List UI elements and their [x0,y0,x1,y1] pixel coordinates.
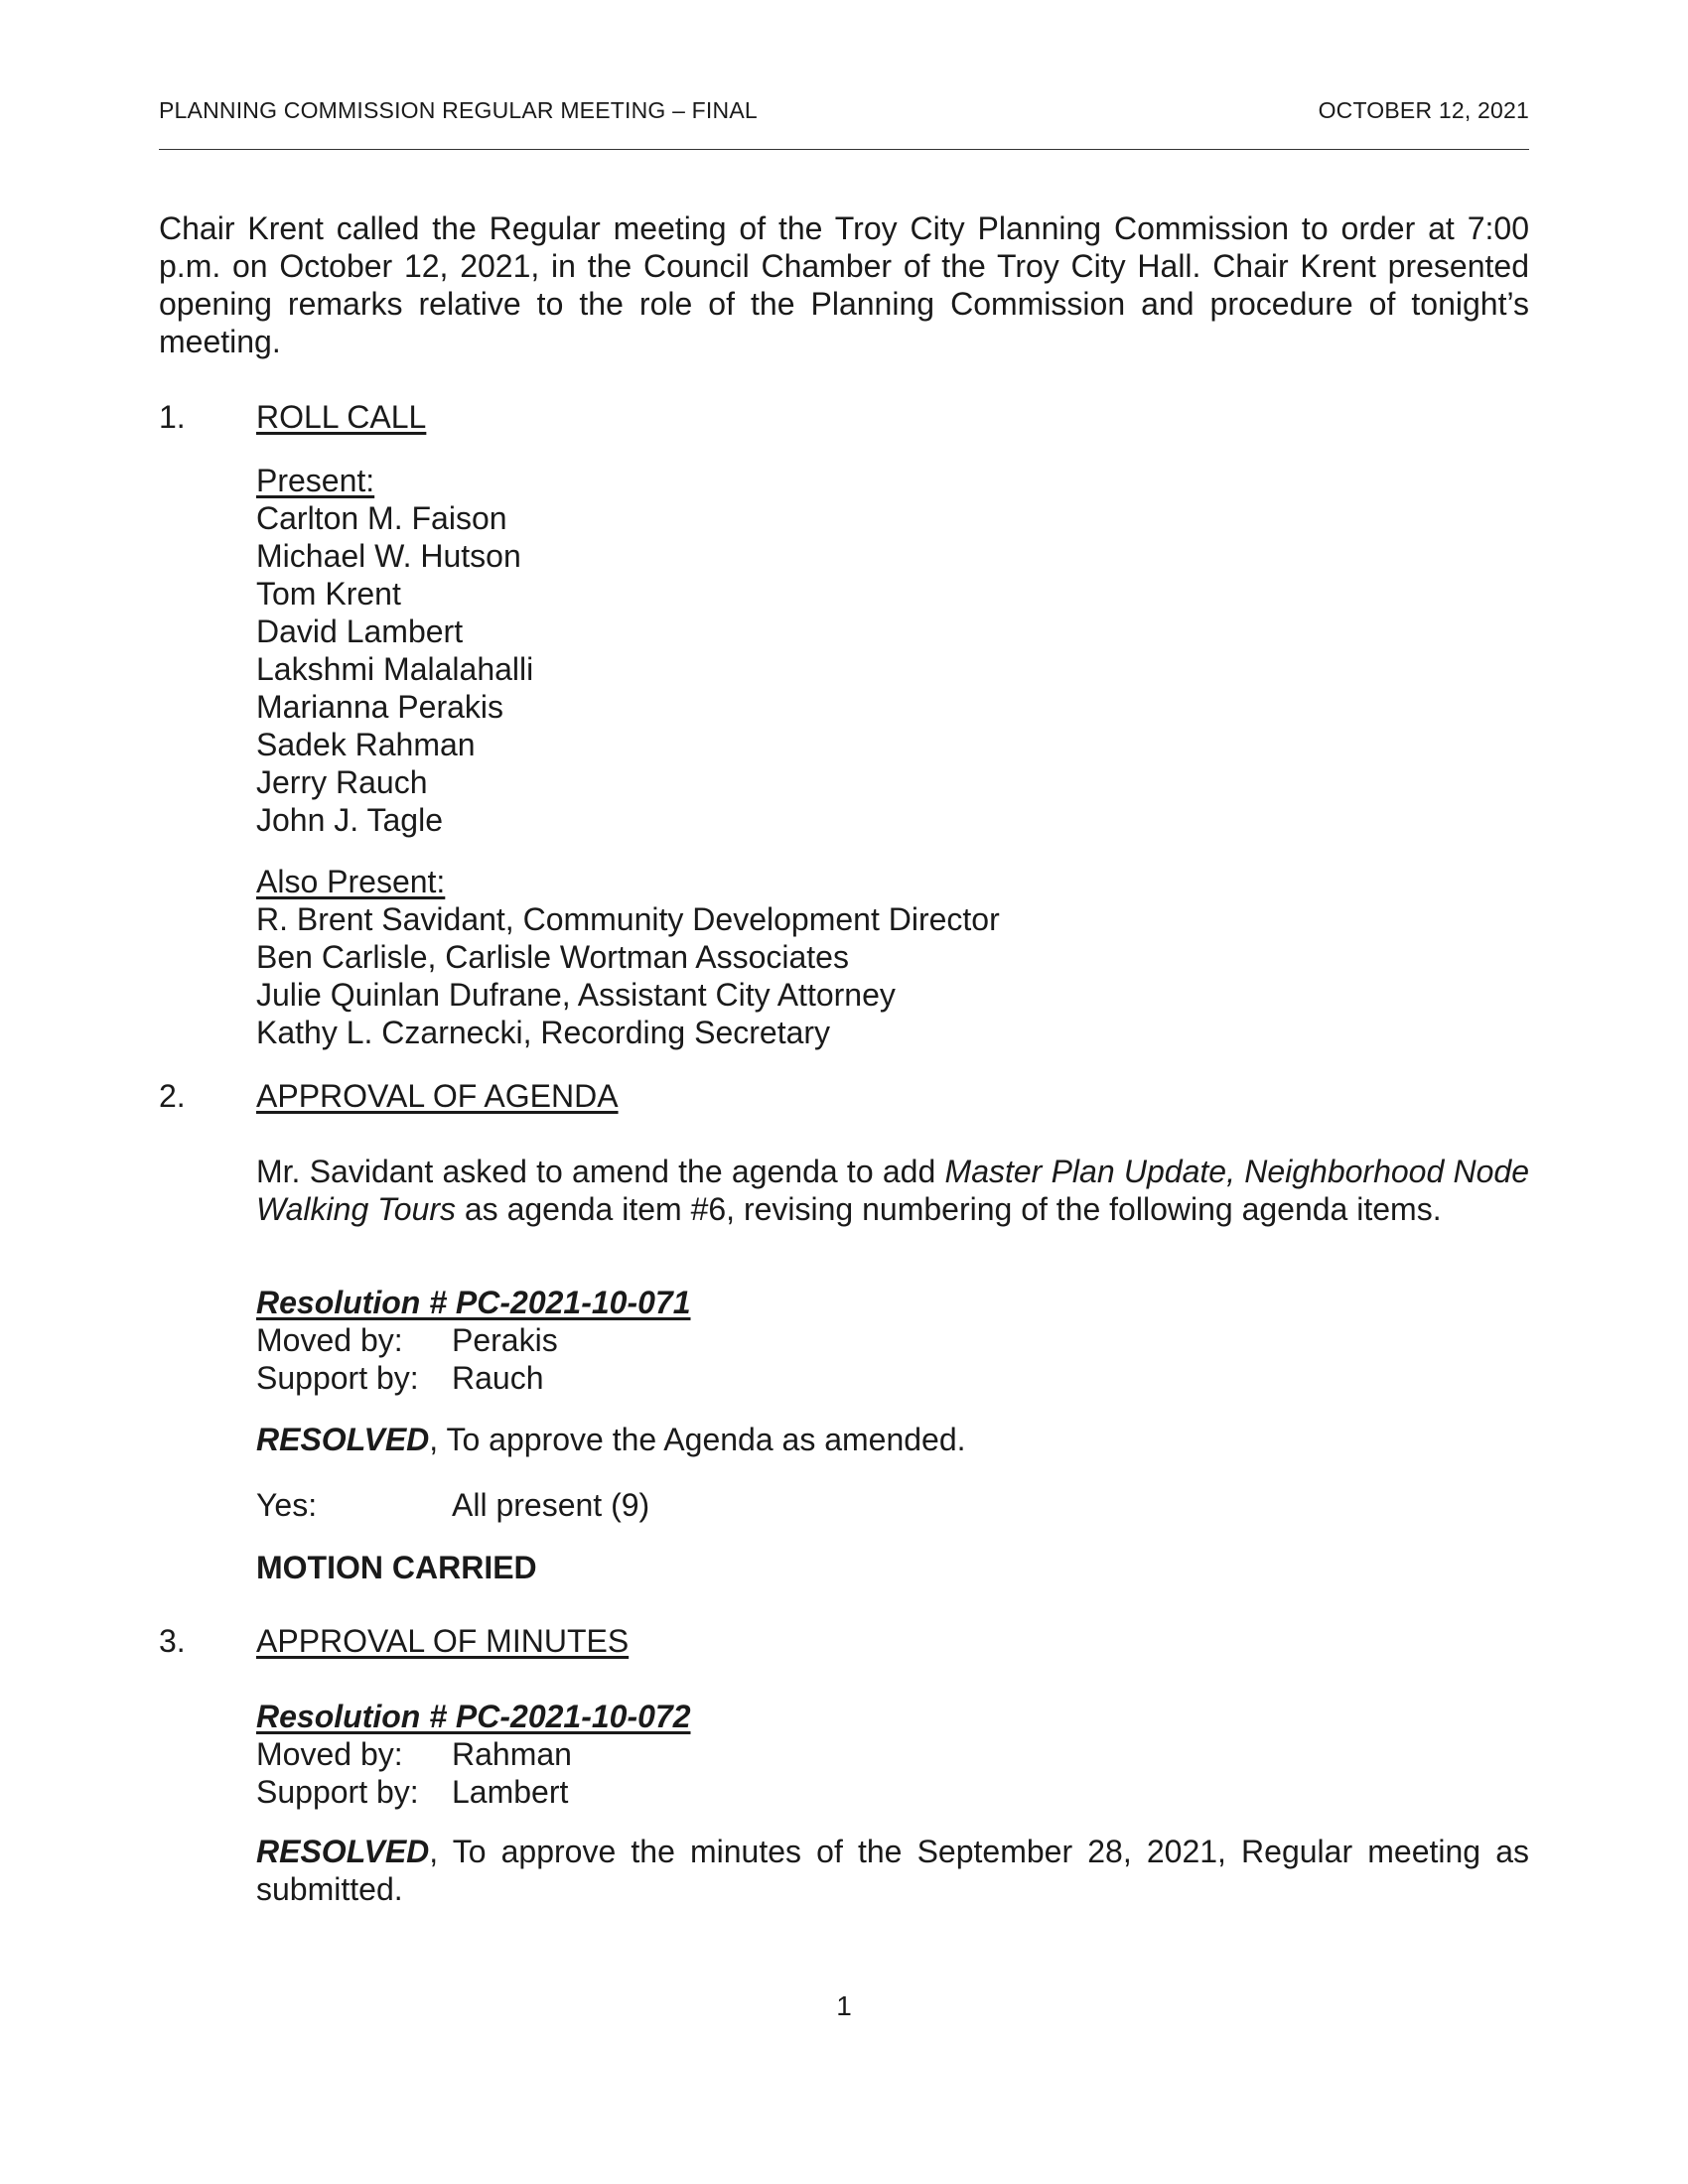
support-by-label: Support by: [256,1774,419,1810]
support-by-value: Lambert [452,1774,569,1810]
moved-by-value: Perakis [452,1322,558,1358]
moved-by-value: Rahman [452,1736,572,1772]
list-item: John J. Tagle [256,802,443,838]
section-number: 1. [159,399,186,435]
support-by-label: Support by: [256,1360,419,1396]
support-by-row [256,1773,1529,1811]
moved-by-row [256,1735,1529,1773]
list-item: Marianna Perakis [256,689,503,725]
agenda-text: Mr. Savidant asked to amend the agenda to add [256,1154,945,1189]
header-rule [159,149,1529,150]
header-title: PLANNING COMMISSION REGULAR MEETING – FINAL [159,97,758,123]
agenda-item-title: Master Plan Update, Neighborhood Node Walking Tours [256,1154,1530,1227]
header-date: OCTOBER 12, 2021 [1318,97,1529,123]
resolved-word: RESOLVED [256,1422,430,1457]
roll-call-present [256,462,1529,839]
section-number: 2. [159,1078,186,1114]
list-item: Michael W. Hutson [256,538,521,574]
moved-by-label: Moved by: [256,1322,403,1358]
resolved-paragraph [256,1421,1529,1458]
section-title-approval-of-minutes: APPROVAL OF MINUTES [256,1623,630,1659]
list-item: Sadek Rahman [256,727,476,762]
present-label: Present: [256,463,375,498]
vote-row [256,1486,1529,1524]
resolved-text: , To approve the Agenda as amended. [429,1422,966,1457]
resolution-block [256,1698,1529,1811]
resolved-word: RESOLVED [256,1834,430,1869]
resolved-paragraph [256,1833,1529,1908]
moved-by-row [256,1321,1529,1359]
support-by-value: Rauch [452,1360,544,1396]
list-item: Julie Quinlan Dufrane, Assistant City Attorney [256,977,896,1013]
roll-call-also-present [256,863,1529,1051]
agenda-text: as agenda item #6, revising numbering of the following agenda items. [455,1191,1442,1227]
section-number: 3. [159,1623,186,1659]
support-by-row [256,1359,1529,1397]
section-title-approval-of-agenda: APPROVAL OF AGENDA [256,1078,619,1114]
moved-by-label: Moved by: [256,1736,403,1772]
list-item: Lakshmi Malalahalli [256,651,534,687]
resolution-number: Resolution # PC-2021-10-072 [256,1699,691,1734]
yes-value: All present (9) [452,1487,650,1523]
list-item: Tom Krent [256,576,401,612]
list-item: Carlton M. Faison [256,500,507,536]
resolution-number: Resolution # PC-2021-10-071 [256,1285,691,1320]
motion-status: MOTION CARRIED [256,1550,537,1585]
list-item: R. Brent Savidant, Community Development Director [256,901,1000,937]
agenda-paragraph [256,1153,1529,1228]
intro-paragraph: Chair Krent called the Regular meeting of the Troy City Planning Commission to order at 7:00 p.m. on October 12, 2021, in the Council Chamber of the Troy City Hall. Chair Krent presented opening remarks relative to the role of the Planning Commission and procedure of tonight’s meeting. [159,210,1529,359]
list-item: David Lambert [256,614,464,649]
list-item: Ben Carlisle, Carlisle Wortman Associates [256,939,849,975]
page-number: 1 [836,1990,852,2021]
resolved-text: , To approve the minutes of the September 28, 2021, Regular meeting as submitted. [256,1834,1529,1907]
list-item: Kathy L. Czarnecki, Recording Secretary [256,1015,831,1050]
yes-label: Yes: [256,1487,318,1523]
resolution-block [256,1284,1529,1397]
also-present-label: Also Present: [256,864,446,899]
list-item: Jerry Rauch [256,764,428,800]
section-title-roll-call: ROLL CALL [256,399,427,435]
